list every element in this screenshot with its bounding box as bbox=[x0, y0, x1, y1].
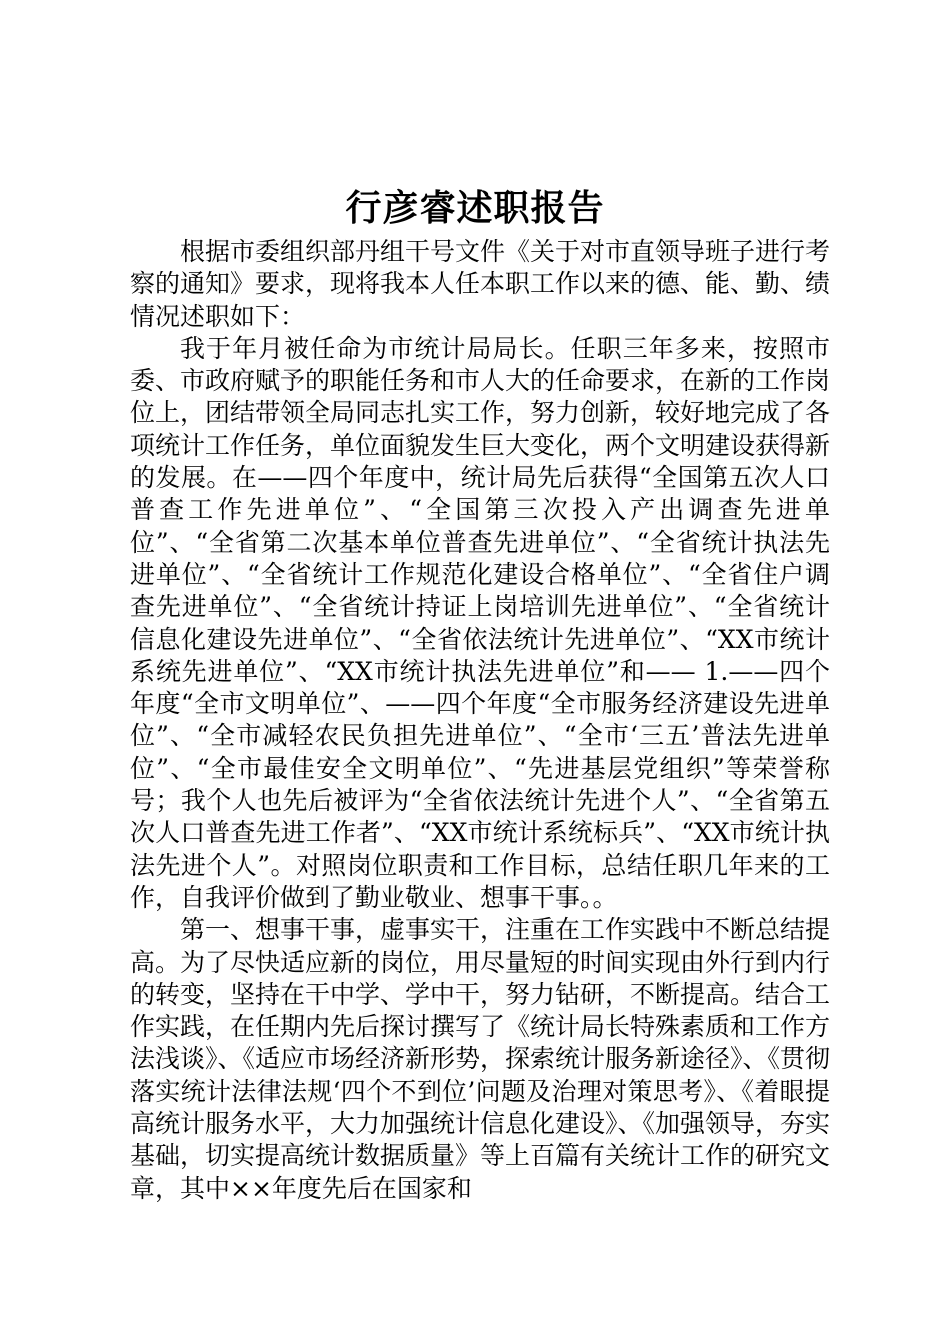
paragraph-achievements: 我于年月被任命为市统计局局长。任职三年多来，按照市委、市政府赋予的职能任务和市人大的任命要求，在新的工作岗位上，团结带领全局同志扎实工作，努力创新，较好地完成了各项统计工作任务，单位面貌发生巨大变化，两个文明建设获得新的发展。在——四个年度中，统计局先后获得“全国第五次人口普查工作先进单位”、“全国第三次投入产出调查先进单位”、“全省第二次基本单位普查先进单位”、“全省统计执法先进单位”、“全省统计工作规范化建设合格单位”、“全省住户调查先进单位”、“全省统计持证上岗培训先进单位”、“全省统计信息化建设先进单位”、“全省依法统计先进单位”、“XX市统计系统先进单位”、“XX市统计执法先进单位”和—— 1.——四个年度“全市文明单位”、——四个年度“全市服务经济建设先进单位”、“全市减轻农民负担先进单位”、“全市‘三五’普法先进单位”、“全市最佳安全文明单位”、“先进基层党组织”等荣誉称号；我个人也先后被评为“全省依法统计先进个人”、“全省第五次人口普查先进工作者”、“XX市统计系统标兵”、“XX市统计执法先进个人”。对照岗位职责和工作目标，总结任职几年来的工作，自我评价做到了勤业敬业、想事干事。。 bbox=[130, 333, 831, 912]
paragraph-intro: 根据市委组织部丹组干号文件《关于对市直领导班子进行考察的通知》要求，现将我本人任本职工作以来的德、能、勤、绩情况述职如下： bbox=[130, 237, 831, 331]
paragraph-first-point: 第一、想事干事，虚事实干，注重在工作实践中不断总结提高。为了尽快适应新的岗位，用尽量短的时间实现由外行到内行的转变，坚持在干中学、学中干，努力钻研，不断提高。结合工作实践，在任期内先后探讨撰写了《统计局长特殊素质和工作方法浅谈》、《适应市场经济新形势，探索统计服务新途径》、《贯彻落实统计法律法规‘四个不到位’问题及治理对策思考》、《着眼提高统计服务水平，大力加强统计信息化建设》、《加强领导，夯实基础，切实提高统计数据质量》等上百篇有关统计工作的研究文章，其中××年度先后在国家和 bbox=[130, 915, 831, 1203]
document-title: 行彦睿述职报告 bbox=[345, 187, 605, 229]
document-body bbox=[130, 236, 830, 1205]
